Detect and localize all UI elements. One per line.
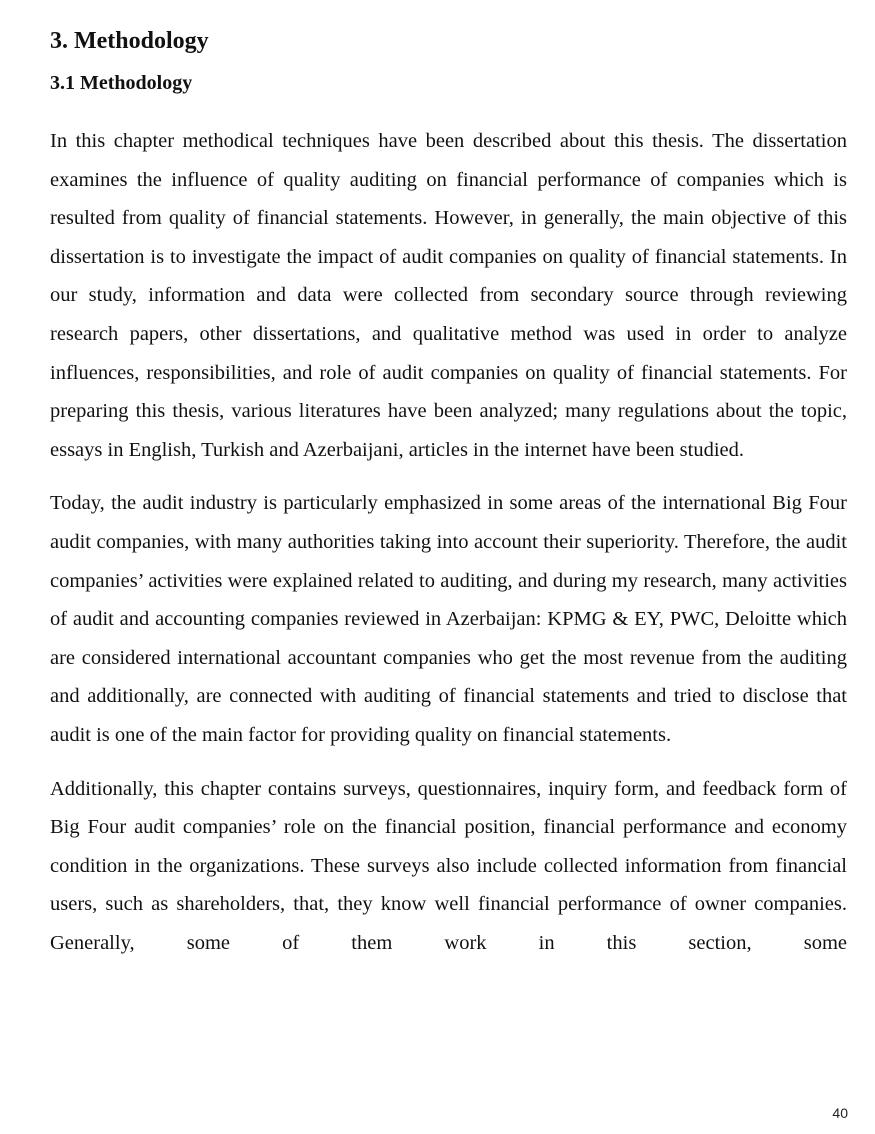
- paragraph-2: Today, the audit industry is particularly emphasized in some areas of the international Big Four audit companies, with many authorities taking into account their superiority. Therefore, the audit companies’ activities were explained related to auditing, and during my research, many activities of audit and accounting companies reviewed in Azerbaijan: KPMG & EY, PWC, Deloitte which are considered international accountant companies who get the most revenue from the auditing and additionally, are connected with auditing of financial statements and tried to disclose that audit is one of the main factor for providing quality on financial statements.: [50, 492, 847, 746]
- paragraph-3: Additionally, this chapter contains surveys, questionnaires, inquiry form, and feedback form of Big Four audit companies’ role on the financial position, financial performance and economy condition in the organizations. These surveys also include collected information from financial users, such as shareholders, that, they know well financial performance of owner companies. Generally, some of them work in this section, some: [50, 777, 847, 954]
- page-content: [50, 25, 847, 977]
- paragraph-1: In this chapter methodical techniques have been described about this thesis. The dissertation examines the influence of quality auditing on financial performance of companies which is resulted from quality of financial statements. However, in generally, the main objective of this dissertation is to investigate the impact of audit companies on quality of financial statements. In our study, information and data were collected from secondary source through reviewing research papers, other dissertations, and qualitative method was used in order to analyze influences, responsibilities, and role of audit companies on quality of financial statements. For preparing this thesis, various literatures have been analyzed; many regulations about the topic, essays in English, Turkish and Azerbaijani, articles in the internet have been studied.: [50, 130, 847, 461]
- section-heading: 3.1 Methodology: [50, 72, 193, 94]
- page-number: 40: [832, 1105, 848, 1121]
- chapter-heading: 3. Methodology: [50, 28, 209, 54]
